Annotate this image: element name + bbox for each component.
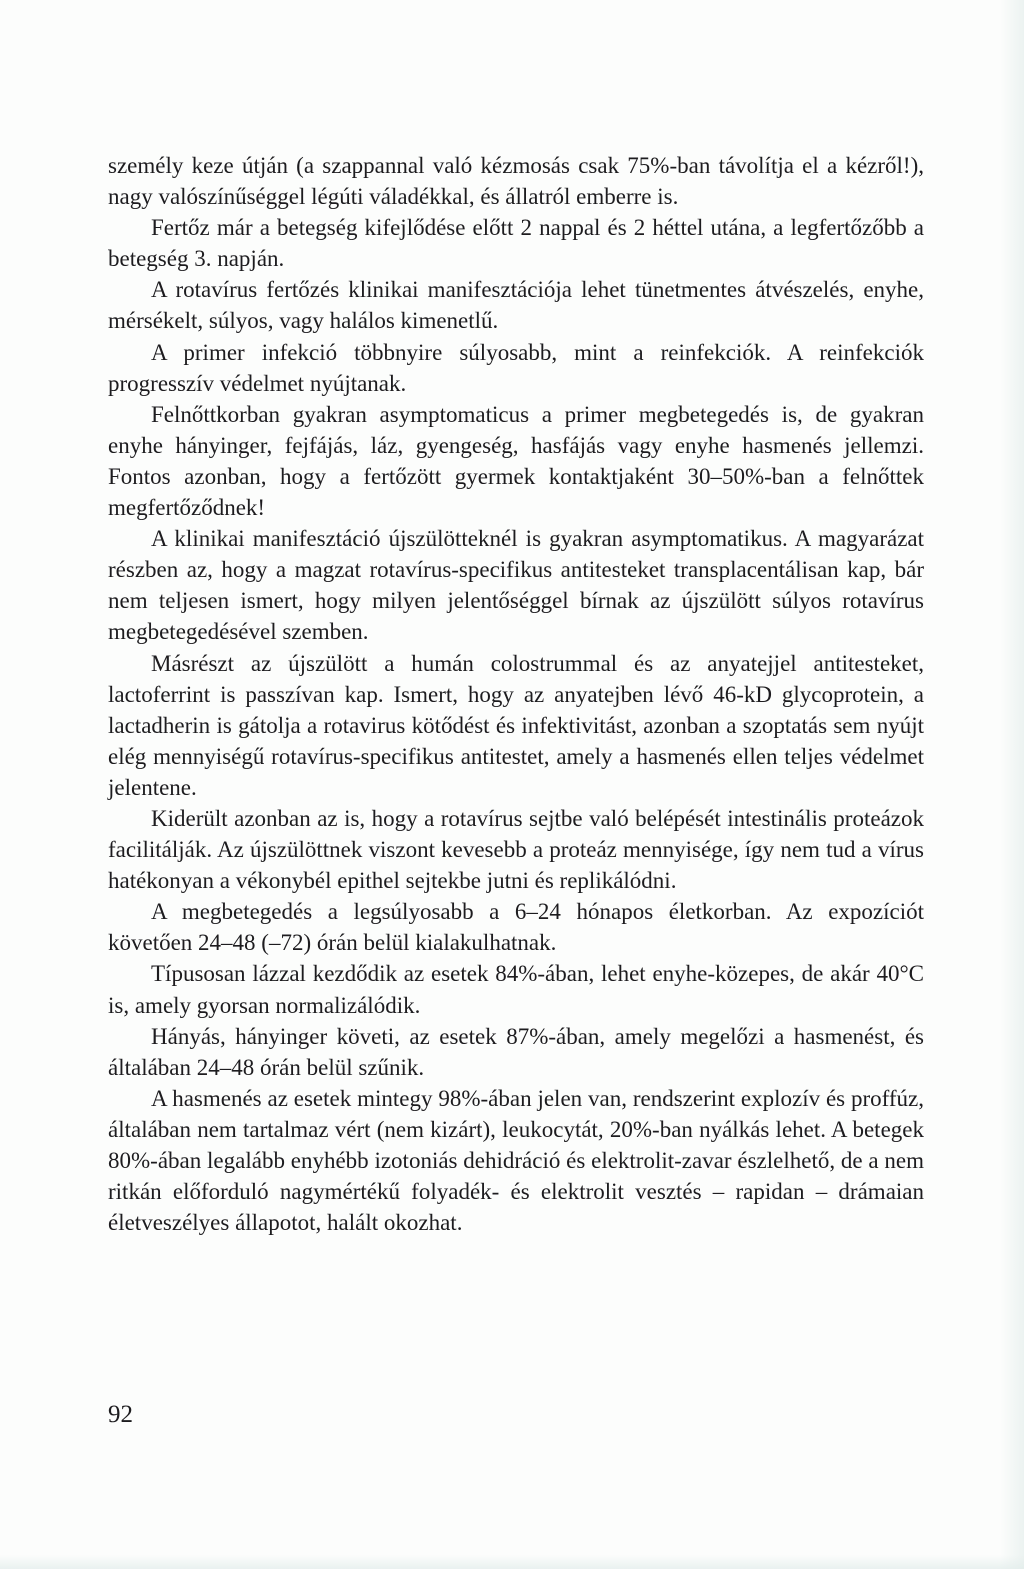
paragraph: A primer infekció többnyire súlyosabb, mint a reinfekciók. A reinfekciók progresszív védelmet nyújtanak. — [108, 339, 924, 396]
paragraph: Hányás, hányinger követi, az esetek 87%-ában, amely megelőzi a hasmenést, és általában 24–48 órán belül szűnik. — [108, 1023, 924, 1080]
paragraph: Kiderült azonban az is, hogy a rotavírus sejtbe való belépését intestinális proteázok facilitálják. Az újszülöttnek viszont kevesebb a proteáz mennyisége, így nem tud a vírus hatékonyan a vékonybél epithel sejtekbe jutni és replikálódni. — [108, 805, 924, 894]
paragraph: Másrészt az újszülött a humán colostrummal és az anyatejjel antitesteket, lactoferrint is passzívan kap. Ismert, hogy az anyatejben lévő 46-kD glycoprotein, a lactadherin is gátolja a rotavirus kötődést és infektivitást, azonban a szoptatás sem nyújt elég mennyiségű rotavírus-specifikus antitestet, amely a hasmenés ellen teljes védelmet jelentene. — [108, 650, 924, 800]
paragraph: A megbetegedés a legsúlyosabb a 6–24 hónapos életkorban. Az expozíciót követően 24–48 (–72) órán belül kialakulhatnak. — [108, 899, 924, 956]
paragraph: Fertőz már a betegség kifejlődése előtt 2 nappal és 2 héttel utána, a legfertőzőbb a betegség 3. napján. — [108, 215, 924, 272]
paragraph: A hasmenés az esetek mintegy 98%-ában jelen van, rendszerint explozív és proffúz, általában nem tartalmaz vért (nem kizárt), leukocytát, 20%-ban nyálkás lehet. A betegek 80%-ában legalább enyhébb izotoniás dehidráció és elektrolit-zavar észlelhető, de a nem ritkán előforduló nagymértékű folyadék- és elektrolit vesztés – rapidan – drámaian életveszélyes állapotot, halált okozhat. — [108, 1085, 924, 1236]
body-text — [108, 150, 924, 1238]
paragraph: személy keze útján (a szappannal való kézmosás csak 75%-ban távolítja el a kézről!), nagy valószínűséggel légúti váladékkal, és állatról emberre is. — [108, 153, 924, 210]
paragraph: Felnőttkorban gyakran asymptomaticus a primer megbetegedés is, de gyakran enyhe hányinger, fejfájás, láz, gyengeség, hasfájás vagy enyhe hasmenés jellemzi. Fontos azonban, hogy a fertőzött gyermek kontaktjaként 30–50%-ban a felnőttek megfertőződnek! — [108, 401, 924, 521]
paragraph: Típusosan lázzal kezdődik az esetek 84%-ában, lehet enyhe-közepes, de akár 40°C is, amely gyorsan normalizálódik. — [108, 961, 924, 1018]
page-edge-shadow — [1000, 0, 1024, 1569]
page-number: 92 — [108, 1401, 133, 1428]
paragraph: A klinikai manifesztáció újszülötteknél is gyakran asymptomatikus. A magyarázat részben az, hogy a magzat rotavírus-specifikus antitesteket transplacentálisan kap, bár nem teljesen ismert, hogy milyen jelentőséggel bírnak az újszülött súlyos rotavírus megbetegedésével szemben. — [108, 526, 924, 645]
page-bottom-shadow — [0, 1555, 1024, 1569]
paragraph: A rotavírus fertőzés klinikai manifesztációja lehet tünetmentes átvészelés, enyhe, mérsékelt, súlyos, vagy halálos kimenetlű. — [108, 277, 924, 334]
